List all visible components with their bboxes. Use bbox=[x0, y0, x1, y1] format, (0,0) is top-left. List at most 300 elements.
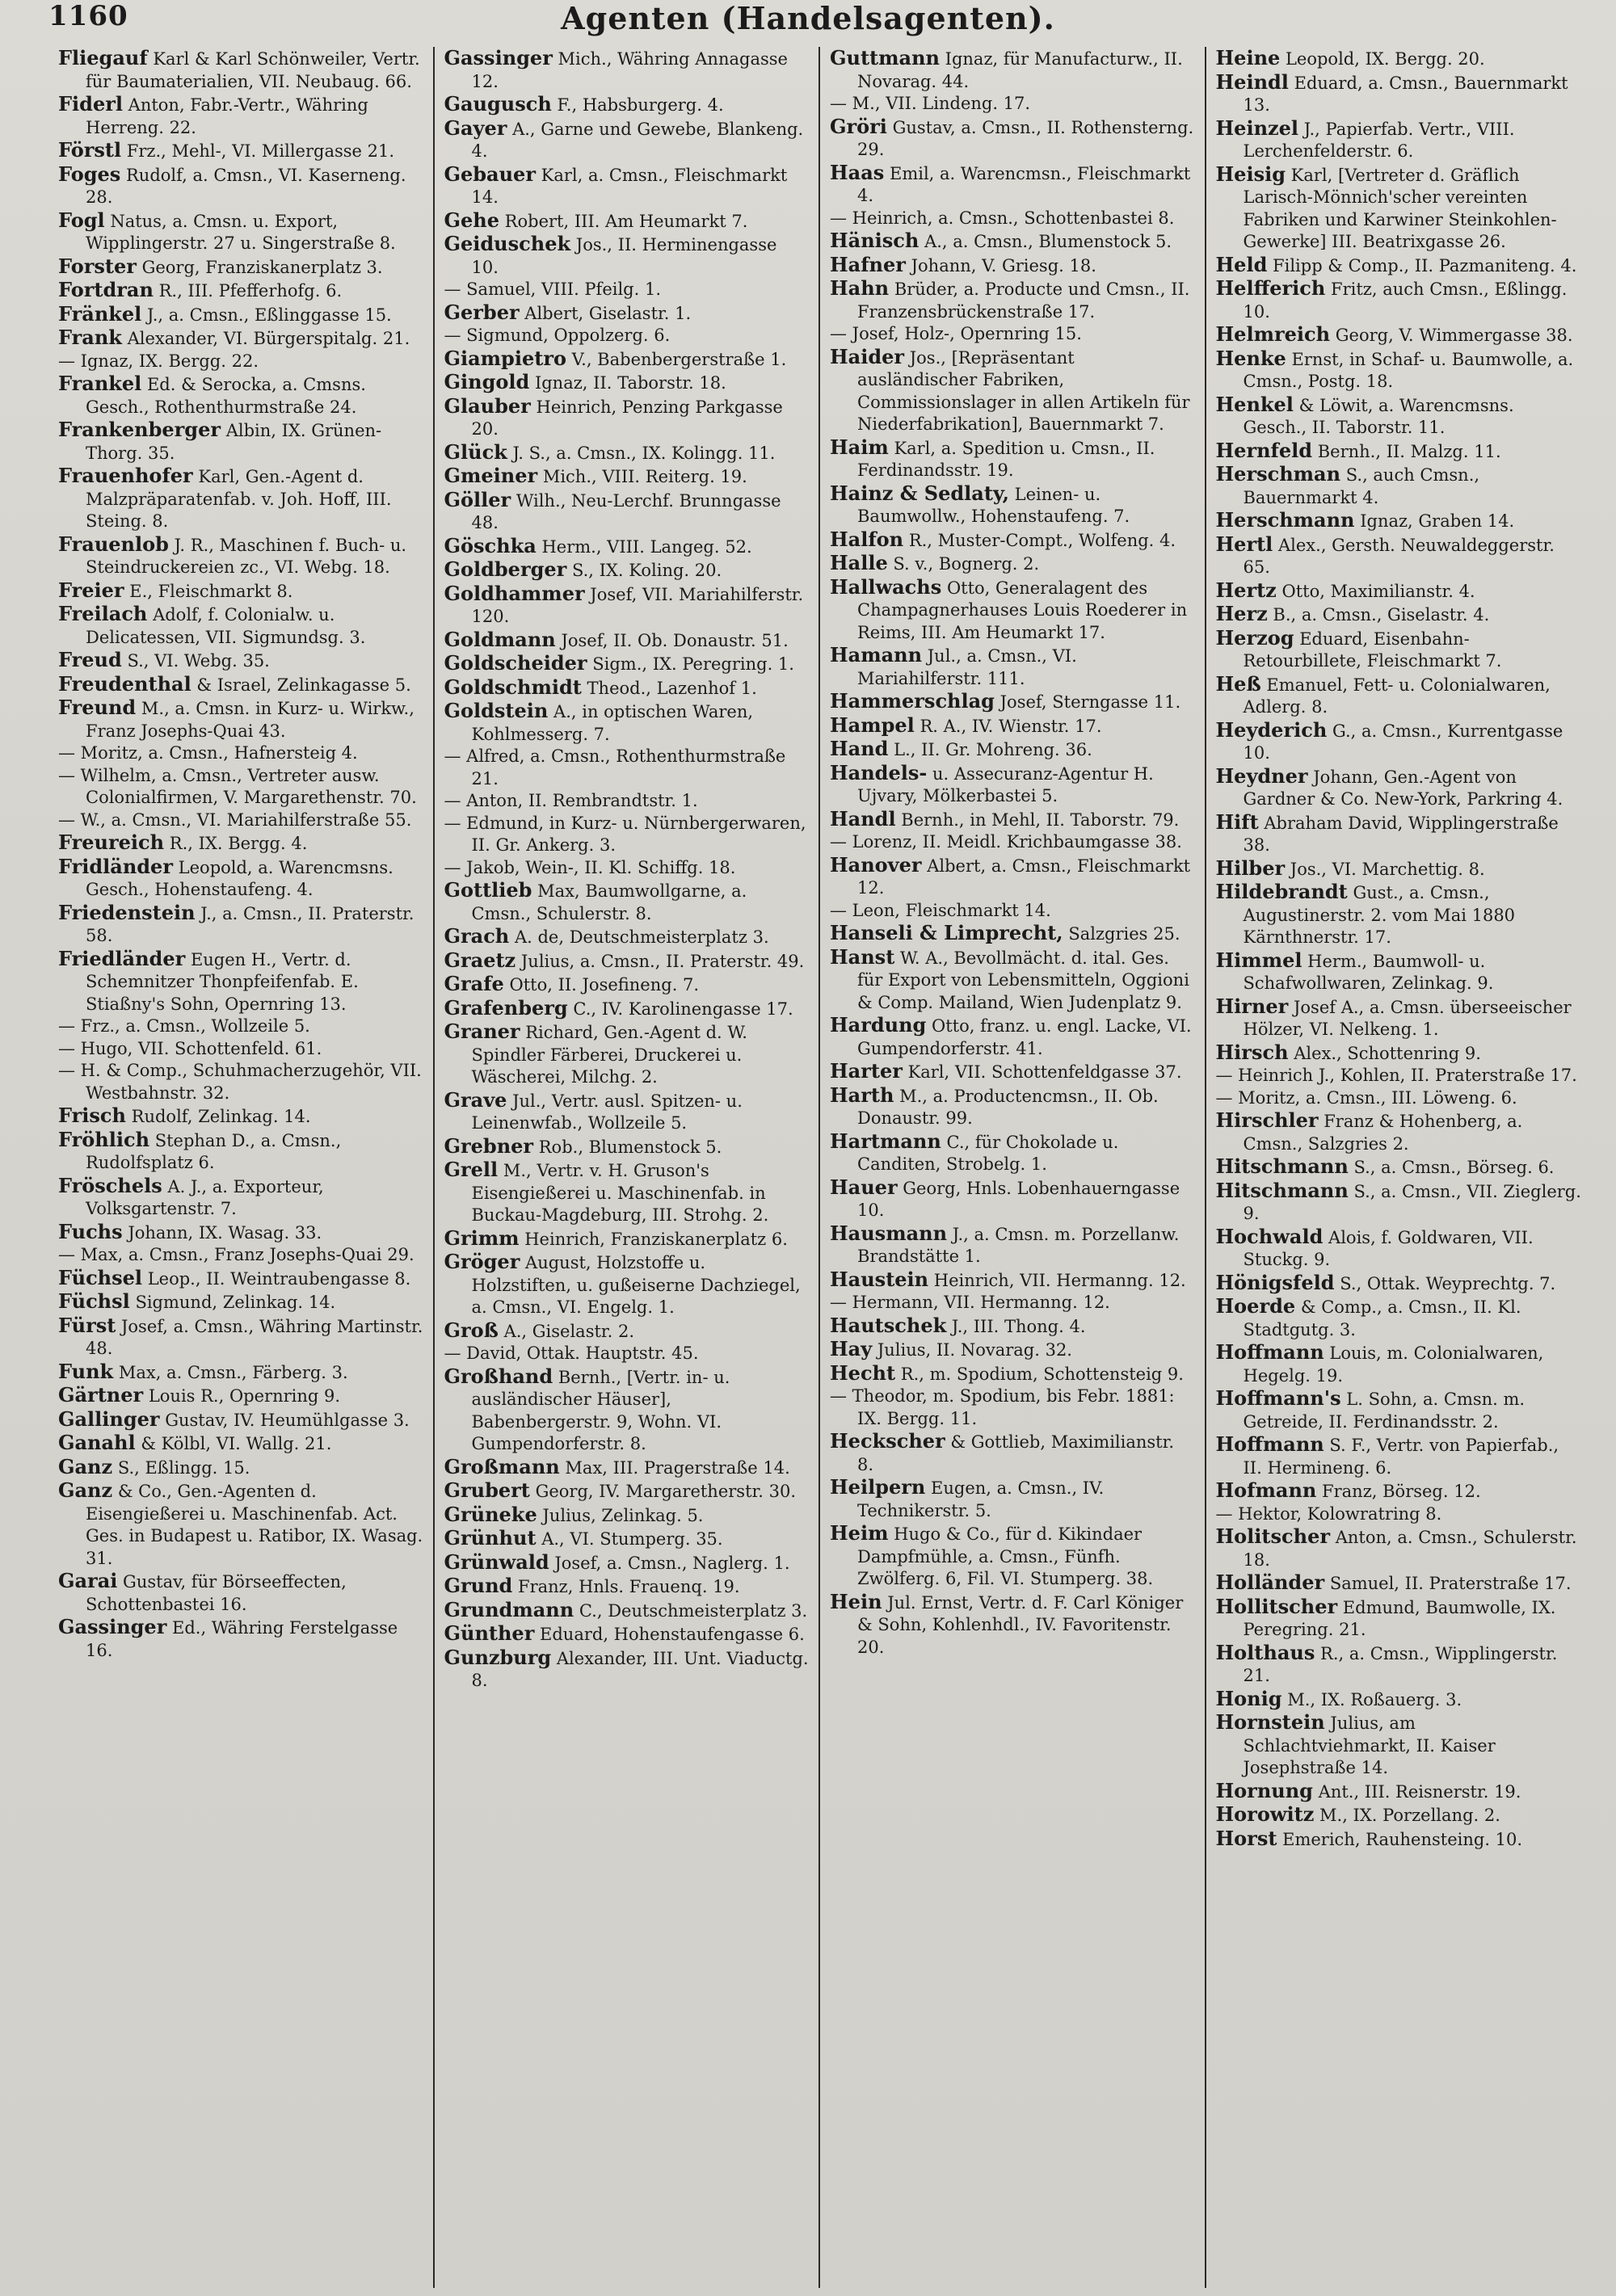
directory-entry bbox=[444, 1227, 810, 1251]
entry-name: Hein bbox=[830, 1589, 882, 1613]
directory-entry bbox=[1216, 1109, 1583, 1155]
entry-name: Graner bbox=[444, 1020, 520, 1043]
entry-text: Emerich, Rauhensteing. 10. bbox=[1282, 1829, 1523, 1849]
entry-text: Alexander, VI. Bürgerspitalg. 21. bbox=[127, 329, 410, 348]
entry-text: L. Sohn, a. Cmsn. m. Getreide, II. Ferdinandsstr. 2. bbox=[1243, 1390, 1526, 1432]
entry-name: Hauer bbox=[830, 1175, 898, 1199]
entry-name: Fiderl bbox=[58, 92, 123, 116]
entry-name: Glück bbox=[444, 439, 507, 464]
directory-entry bbox=[444, 813, 810, 857]
directory-entry bbox=[58, 93, 423, 139]
directory-entry bbox=[830, 93, 1195, 116]
directory-entry bbox=[830, 1314, 1195, 1339]
directory-entry bbox=[444, 347, 810, 372]
directory-entry bbox=[58, 673, 423, 697]
entry-text: J. S., a. Cmsn., IX. Kolingg. 11. bbox=[512, 443, 776, 463]
entry-text: Karl, Gen.-Agent d. Malzpräparatenfab. v. Joh. Hoff, III. Steing. 8. bbox=[86, 467, 392, 531]
entry-text: Georg, Franziskanerplatz 3. bbox=[141, 257, 383, 277]
entry-text: & Löwit, a. Warencmsns. Gesch., II. Taborstr. 11. bbox=[1243, 395, 1514, 437]
directory-entry bbox=[1216, 1596, 1583, 1642]
entry-text: Georg, Hnls. Lobenhauerngasse 10. bbox=[857, 1178, 1180, 1220]
directory-entry bbox=[830, 47, 1195, 93]
entry-text: — Moritz, a. Cmsn., III. Löweng. 6. bbox=[1215, 1087, 1517, 1108]
directory-entry bbox=[444, 93, 810, 117]
entry-name: Freier bbox=[58, 578, 124, 602]
entry-name: Grubert bbox=[444, 1478, 530, 1502]
entry-name: Groß bbox=[444, 1318, 499, 1342]
directory-entry bbox=[444, 997, 810, 1021]
directory-entry bbox=[1216, 1711, 1583, 1780]
entry-name: Frauenlob bbox=[58, 532, 169, 556]
entry-text: R., Muster-Compt., Wolfeng. 4. bbox=[908, 530, 1176, 550]
entry-text: Heinrich, VII. Hermanng. 12. bbox=[933, 1270, 1186, 1290]
entry-text: & Gottlieb, Maximilianstr. 8. bbox=[857, 1432, 1175, 1474]
entry-name: Harter bbox=[830, 1059, 903, 1083]
entry-text: Gustav, IV. Heumühlgasse 3. bbox=[165, 1410, 410, 1430]
directory-entry bbox=[1216, 163, 1583, 254]
entry-text: S. v., Bognerg. 2. bbox=[893, 554, 1040, 574]
entry-text: C., IV. Karolinengasse 17. bbox=[573, 999, 793, 1019]
entry-text: — Heinrich J., Kohlen, II. Praterstraße 17. bbox=[1215, 1066, 1577, 1085]
entry-text: A., Garne und Gewebe, Blankeng. 4. bbox=[471, 119, 804, 161]
entry-name: Hift bbox=[1215, 809, 1259, 834]
directory-entry bbox=[58, 1408, 423, 1432]
entry-name: Grebner bbox=[444, 1133, 534, 1158]
entry-text: Georg, V. Wimmergasse 38. bbox=[1335, 326, 1573, 345]
directory-entry bbox=[444, 1135, 810, 1159]
entry-text: & Comp., a. Cmsn., II. Kl. Stadtgutg. 3. bbox=[1243, 1297, 1521, 1339]
entry-text: Jul., a. Cmsn., VI. Mariahilferstr. 111. bbox=[857, 646, 1077, 688]
entry-name: Friedenstein bbox=[58, 900, 196, 924]
entry-text: Franz & Hohenberg, a. Cmsn., Salzgries 2. bbox=[1243, 1112, 1523, 1154]
entry-name: Gassinger bbox=[444, 47, 553, 69]
directory-entry bbox=[1216, 1272, 1583, 1296]
directory-entry bbox=[444, 535, 810, 559]
directory-entry bbox=[830, 277, 1195, 323]
entry-text: Ant., III. Reisnerstr. 19. bbox=[1318, 1781, 1521, 1802]
column-2 bbox=[435, 47, 821, 2288]
entry-text: L., II. Gr. Mohreng. 36. bbox=[894, 740, 1092, 759]
entry-name: Hoffmann bbox=[1215, 1340, 1324, 1364]
entry-name: Foges bbox=[58, 162, 121, 186]
entry-text: Mich., Währing Annagasse 12. bbox=[471, 49, 788, 91]
entry-text: Bernh., [Vertr. in- u. ausländischer Häuser], Babenbergerstr. 9, Wohn. VI. Gumpendorferstr. 8. bbox=[471, 1367, 730, 1453]
directory-entry bbox=[830, 576, 1195, 645]
directory-entry bbox=[58, 1360, 423, 1385]
entry-text: S., Eßlingg. 15. bbox=[117, 1457, 250, 1478]
directory-entry bbox=[830, 1084, 1195, 1130]
directory-entry bbox=[444, 47, 810, 93]
entry-name: Fürst bbox=[58, 1313, 116, 1337]
directory-entry bbox=[444, 629, 810, 653]
directory-entry bbox=[444, 973, 810, 997]
entry-text: B., a. Cmsn., Giselastr. 4. bbox=[1273, 605, 1490, 624]
entry-text: Rudolf, Zelinkag. 14. bbox=[131, 1107, 311, 1126]
entry-name: Gehe bbox=[444, 208, 499, 232]
entry-text: Jos., II. Herminengasse 10. bbox=[471, 235, 777, 277]
directory-entry bbox=[58, 1175, 423, 1221]
entry-name: Gayer bbox=[444, 116, 507, 140]
directory-entry bbox=[58, 209, 423, 255]
entry-text: Frz., Mehl-, VI. Millergasse 21. bbox=[126, 141, 395, 161]
directory-entry bbox=[1216, 117, 1583, 163]
entry-text: Sigmund, Zelinkag. 14. bbox=[135, 1293, 336, 1312]
entry-text: Alex., Gersth. Neuwaldeggerstr. 65. bbox=[1243, 535, 1555, 577]
entry-name: Guttmann bbox=[830, 47, 940, 69]
entry-text: Julius, am Schlachtviehmarkt, II. Kaiser Josephstraße 14. bbox=[1243, 1714, 1496, 1777]
entry-name: Hahn bbox=[830, 276, 890, 300]
directory-entry bbox=[444, 279, 810, 301]
directory-entry bbox=[444, 1527, 810, 1551]
entry-name: Hochwald bbox=[1215, 1224, 1324, 1248]
directory-entry bbox=[58, 1038, 423, 1061]
entry-text: — Wilhelm, a. Cmsn., Vertreter ausw. Colonialfirmen, V. Margarethenstr. 70. bbox=[58, 765, 417, 807]
entry-text: Abraham David, Wipplingerstraße 38. bbox=[1243, 813, 1559, 855]
entry-name: Hoffmann bbox=[1215, 1432, 1324, 1456]
directory-entry bbox=[58, 579, 423, 603]
entry-text: — Heinrich, a. Cmsn., Schottenbastei 8. bbox=[830, 208, 1175, 228]
directory-entry bbox=[444, 1456, 810, 1480]
entry-name: Hoerde bbox=[1215, 1294, 1296, 1318]
entry-text: R., m. Spodium, Schottensteig 9. bbox=[900, 1364, 1184, 1384]
page-title: Agenten (Handelsagenten). bbox=[561, 0, 1055, 36]
entry-text: Alois, f. Goldwaren, VII. Stuckg. 9. bbox=[1243, 1227, 1534, 1269]
entry-name: Füchsel bbox=[58, 1265, 143, 1289]
entry-text: Eugen, a. Cmsn., IV. Technikerstr. 5. bbox=[857, 1478, 1105, 1520]
entry-name: Hofmann bbox=[1215, 1478, 1317, 1502]
entry-text: Ignaz, für Manufacturw., II. Novarag. 44. bbox=[857, 49, 1183, 91]
entry-text: Sigm., IX. Peregring. 1. bbox=[592, 654, 794, 674]
entry-text: S., a. Cmsn., VII. Zieglerg. 9. bbox=[1243, 1181, 1581, 1223]
directory-entry bbox=[58, 1060, 423, 1104]
entry-name: Grüneke bbox=[444, 1502, 537, 1526]
entry-text: — Theodor, m. Spodium, bis Febr. 1881: IX. Bergg. 11. bbox=[830, 1386, 1175, 1428]
directory-entry bbox=[444, 489, 810, 535]
directory-entry bbox=[1216, 857, 1583, 881]
entry-name: Halle bbox=[830, 551, 888, 574]
entry-name: Grünwald bbox=[444, 1550, 549, 1574]
entry-name: Henke bbox=[1215, 346, 1286, 370]
entry-name: Heinzel bbox=[1215, 116, 1299, 140]
entry-text: Karl, [Vertreter d. Gräflich Larisch-Mönnich'scher vereinten Fabriken und Karwiner Steinkohlen-Gewerke] III. Beatrixgasse 26. bbox=[1243, 165, 1557, 251]
directory-entry bbox=[1216, 1180, 1583, 1226]
directory-entry bbox=[1216, 603, 1583, 627]
directory-entry bbox=[444, 1503, 810, 1528]
entry-name: Halfon bbox=[830, 527, 904, 551]
entry-text: Leinen- u. Baumwollw., Hohenstaufeng. 7. bbox=[857, 484, 1130, 526]
entry-text: & Israel, Zelinkagasse 5. bbox=[196, 675, 411, 695]
entry-text: & Kölbl, VI. Wallg. 21. bbox=[141, 1434, 332, 1453]
entry-text: J., III. Thong. 4. bbox=[951, 1316, 1086, 1336]
entry-name: Hallwachs bbox=[830, 574, 942, 599]
directory-entry bbox=[444, 1251, 810, 1319]
entry-name: Herzog bbox=[1215, 625, 1294, 650]
entry-text: A., VI. Stumperg. 35. bbox=[541, 1529, 723, 1549]
entry-name: Fogl bbox=[58, 208, 105, 232]
entry-text: S., a. Cmsn., Börseg. 6. bbox=[1353, 1158, 1555, 1177]
directory-entry bbox=[58, 1384, 423, 1408]
entry-text: Jul. Ernst, Vertr. d. F. Carl Königer & Sohn, Kohlenhdl., IV. Favoritenstr. 20. bbox=[857, 1592, 1184, 1657]
entry-name: Hertz bbox=[1215, 578, 1277, 602]
entry-text: Edmund, Baumwolle, IX. Peregring. 21. bbox=[1243, 1597, 1556, 1639]
entry-text: — Hektor, Kolowratring 8. bbox=[1215, 1503, 1442, 1524]
entry-name: Hamann bbox=[830, 643, 923, 667]
entry-name: Helfferich bbox=[1215, 276, 1326, 300]
entry-text: V., Babenbergerstraße 1. bbox=[571, 349, 787, 369]
entry-text: Emil, a. Warencmsn., Fleischmarkt 4. bbox=[857, 163, 1191, 205]
directory-entry bbox=[830, 1591, 1195, 1659]
directory-entry bbox=[58, 47, 423, 93]
directory-entry bbox=[58, 1479, 423, 1570]
entry-name: Garai bbox=[58, 1569, 118, 1592]
directory-entry bbox=[1216, 71, 1583, 117]
directory-entry bbox=[830, 208, 1195, 230]
directory-entry bbox=[830, 854, 1195, 900]
entry-name: Heckscher bbox=[830, 1429, 945, 1453]
entry-name: Freureich bbox=[58, 831, 165, 854]
entry-text: J., a. Cmsn. m. Porzellanw. Brandstätte 1. bbox=[857, 1224, 1180, 1266]
entry-text: S. F., Vertr. von Papierfab., II. Hermineng. 6. bbox=[1243, 1436, 1559, 1478]
entry-name: Fortdran bbox=[58, 278, 154, 301]
entry-name: Hafner bbox=[830, 252, 906, 276]
entry-name: Hönigsfeld bbox=[1215, 1270, 1335, 1294]
entry-name: Fröschels bbox=[58, 1173, 162, 1197]
directory-entry bbox=[830, 1476, 1195, 1522]
entry-name: Goldmann bbox=[444, 627, 556, 651]
entry-name: Haustein bbox=[830, 1267, 929, 1291]
entry-name: Haim bbox=[830, 435, 889, 459]
directory-entry bbox=[444, 879, 810, 925]
entry-text: Ernst, in Schaf- u. Baumwolle, a. Cmsn., Postg. 18. bbox=[1243, 349, 1574, 391]
directory-entry bbox=[58, 856, 423, 902]
entry-text: Rob., Blumenstock 5. bbox=[538, 1137, 722, 1157]
entry-name: Hornstein bbox=[1215, 1710, 1325, 1734]
entry-name: Hirner bbox=[1215, 994, 1289, 1018]
directory-entry bbox=[830, 254, 1195, 278]
entry-text: Julius, II. Novarag. 32. bbox=[877, 1340, 1072, 1360]
directory-entry bbox=[58, 649, 423, 673]
entry-text: G., a. Cmsn., Kurrentgasse 10. bbox=[1243, 721, 1563, 763]
directory-entry bbox=[830, 922, 1195, 946]
directory-entry bbox=[58, 163, 423, 209]
entry-text: J. R., Maschinen f. Buch- u. Steindruckereien zc., VI. Webg. 18. bbox=[86, 535, 407, 577]
entry-text: Jos., [Repräsentant ausländischer Fabriken, Commissionslager in allen Artikeln für Niederfabrikation], Bauernmarkt 7. bbox=[857, 347, 1190, 434]
directory-entry bbox=[444, 1089, 810, 1135]
page-header bbox=[0, 0, 1616, 37]
directory-entry bbox=[444, 790, 810, 813]
entry-text: Heinrich, Franziskanerplatz 6. bbox=[524, 1229, 788, 1249]
directory-entry bbox=[58, 1314, 423, 1360]
directory-entry bbox=[444, 301, 810, 326]
entry-text: Josef A., a. Cmsn. überseeischer Hölzer, VI. Nelkeng. 1. bbox=[1243, 997, 1572, 1039]
entry-name: Heisig bbox=[1215, 162, 1286, 186]
entry-text: Max, Baumwollgarne, a. Cmsn., Schulerstr. 8. bbox=[471, 881, 747, 923]
entry-name: Gmeiner bbox=[444, 464, 538, 487]
entry-name: Herschman bbox=[1215, 462, 1341, 486]
directory-entry bbox=[444, 746, 810, 790]
entry-name: Grundmann bbox=[444, 1597, 574, 1621]
entry-text: Mich., VIII. Reiterg. 19. bbox=[542, 467, 747, 486]
entry-name: Forster bbox=[58, 254, 137, 278]
entry-name: Fuchs bbox=[58, 1219, 123, 1243]
entry-name: Hoffmann's bbox=[1215, 1386, 1341, 1410]
directory-entry bbox=[1216, 277, 1583, 323]
directory-entry bbox=[444, 325, 810, 347]
entry-name: Funk bbox=[58, 1359, 114, 1383]
directory-entry bbox=[444, 1575, 810, 1599]
entry-name: Horowitz bbox=[1215, 1802, 1315, 1826]
directory-entry bbox=[58, 948, 423, 1016]
directory-entry bbox=[1216, 1341, 1583, 1387]
entry-text: — H. & Comp., Schuhmacherzugehör, VII. Westbahnstr. 32. bbox=[58, 1061, 422, 1103]
entry-text: — Sigmund, Oppolzerg. 6. bbox=[444, 326, 671, 345]
entry-name: Grund bbox=[444, 1574, 513, 1597]
entry-name: Goldscheider bbox=[444, 651, 587, 675]
entry-name: Ganz bbox=[58, 1478, 113, 1502]
entry-text: Jul., Vertr. ausl. Spitzen- u. Leinenwfab., Wollzeile 5. bbox=[471, 1091, 743, 1133]
directory-entry bbox=[444, 117, 810, 163]
directory-entry bbox=[444, 1343, 810, 1365]
directory-entry bbox=[1216, 509, 1583, 533]
entry-name: Hornung bbox=[1215, 1778, 1313, 1802]
entry-text: Eugen H., Vertr. d. Schemnitzer Thonpfeifenfab. E. Stiaßny's Sohn, Opernring 13. bbox=[86, 949, 359, 1014]
entry-name: Hampel bbox=[830, 713, 915, 737]
entry-text: Louis, m. Colonialwaren, Hegelg. 19. bbox=[1243, 1344, 1544, 1386]
entry-text: Julius, Zelinkag. 5. bbox=[542, 1505, 704, 1525]
directory-entry bbox=[1216, 323, 1583, 347]
entry-name: Fränkel bbox=[58, 301, 142, 326]
directory-entry bbox=[444, 1551, 810, 1575]
directory-entry bbox=[444, 558, 810, 582]
entry-name: Großmann bbox=[444, 1454, 560, 1478]
entry-name: Hollitscher bbox=[1215, 1594, 1338, 1618]
entry-text: Stephan D., a. Cmsn., Rudolfsplatz 6. bbox=[86, 1130, 342, 1172]
directory-entry bbox=[1216, 1295, 1583, 1341]
entry-text: S., Ottak. Weyprechtg. 7. bbox=[1340, 1273, 1556, 1293]
entry-name: Hausmann bbox=[830, 1221, 948, 1245]
entry-text: J., Papierfab. Vertr., VIII. Lerchenfelderstr. 6. bbox=[1243, 119, 1515, 161]
entry-text: Filipp & Comp., II. Pazmaniteng. 4. bbox=[1273, 255, 1577, 275]
directory-entry bbox=[58, 533, 423, 579]
directory-entry bbox=[58, 1244, 423, 1267]
directory-entry bbox=[444, 582, 810, 629]
directory-entry bbox=[830, 436, 1195, 482]
entry-name: Freilach bbox=[58, 602, 148, 625]
entry-text: R., III. Pfefferhofg. 6. bbox=[158, 281, 343, 301]
entry-name: Heim bbox=[830, 1521, 889, 1545]
entry-text: A., a. Cmsn., Blumenstock 5. bbox=[924, 232, 1172, 251]
directory-entry bbox=[444, 209, 810, 233]
directory-entry bbox=[444, 676, 810, 700]
entry-text: — Ignaz, IX. Bergg. 22. bbox=[58, 351, 259, 371]
entry-name: Fliegauf bbox=[58, 47, 148, 69]
entry-name: Frankel bbox=[58, 372, 142, 395]
entry-name: Giampietro bbox=[444, 346, 566, 370]
entry-name: Freund bbox=[58, 696, 137, 719]
entry-text: Bernh., II. Malzg. 11. bbox=[1317, 441, 1501, 461]
entry-name: Hand bbox=[830, 737, 889, 760]
entry-name: Grünhut bbox=[444, 1526, 537, 1550]
directory-entry bbox=[1216, 949, 1583, 995]
entry-name: Hitschmann bbox=[1215, 1154, 1349, 1178]
entry-text: S., IX. Koling. 20. bbox=[571, 561, 722, 580]
entry-text: — Lorenz, II. Meidl. Krichbaumgasse 38. bbox=[830, 832, 1182, 852]
directory-entry bbox=[58, 603, 423, 649]
entry-name: Handl bbox=[830, 806, 896, 831]
entry-name: Glauber bbox=[444, 393, 531, 418]
directory-entry bbox=[1216, 719, 1583, 765]
entry-name: Harth bbox=[830, 1083, 894, 1107]
directory-entry bbox=[1216, 765, 1583, 811]
directory-entry bbox=[444, 1365, 810, 1456]
entry-name: Frauenhofer bbox=[58, 464, 193, 487]
entry-name: Ganahl bbox=[58, 1431, 136, 1454]
entry-text: C., für Chokolade u. Canditen, Strobelg. 1. bbox=[857, 1132, 1119, 1174]
directory-entry bbox=[1216, 1803, 1583, 1827]
entry-text: Otto, Maximilianstr. 4. bbox=[1281, 581, 1475, 601]
directory-entry bbox=[58, 303, 423, 327]
directory-entry bbox=[444, 857, 810, 880]
entry-text: Hugo & Co., für d. Kikindaer Dampfmühle, a. Cmsn., Fünfh. Zwölferg. 6, Fil. VI. Stumperg. 38. bbox=[857, 1524, 1154, 1588]
entry-name: Holitscher bbox=[1215, 1524, 1330, 1548]
directory-entry bbox=[1216, 995, 1583, 1041]
entry-text: M., a. Productencmsn., II. Ob. Donaustr. 99. bbox=[857, 1086, 1159, 1128]
directory-entry bbox=[830, 1362, 1195, 1386]
entry-text: Emanuel, Fett- u. Colonialwaren, Adlerg. 8. bbox=[1243, 675, 1551, 717]
entry-name: Gröger bbox=[444, 1250, 520, 1273]
entry-name: Honig bbox=[1215, 1686, 1282, 1710]
entry-text: — Hermann, VII. Hermanng. 12. bbox=[830, 1293, 1110, 1312]
directory-entry bbox=[1216, 1479, 1583, 1503]
entry-text: Johann, V. Griesg. 18. bbox=[911, 255, 1096, 275]
entry-name: Goldberger bbox=[444, 557, 567, 581]
directory-entry bbox=[830, 1060, 1195, 1084]
entry-name: Gebauer bbox=[444, 162, 536, 186]
entry-text: Gustav, a. Cmsn., II. Rothensterng. 29. bbox=[857, 117, 1194, 159]
entry-text: u. Assecuranz-Agentur H. Ujvary, Mölkerbastei 5. bbox=[857, 763, 1154, 805]
entry-name: Freudenthal bbox=[58, 671, 191, 696]
entry-name: Heilpern bbox=[830, 1475, 926, 1499]
entry-text: Herm., VIII. Langeg. 52. bbox=[541, 536, 752, 557]
entry-text: Louis R., Opernring 9. bbox=[148, 1386, 341, 1406]
directory-entry bbox=[830, 831, 1195, 854]
directory-entry bbox=[1216, 1433, 1583, 1479]
directory-entry bbox=[444, 1646, 810, 1693]
entry-text: Eduard, a. Cmsn., Bauernmarkt 13. bbox=[1243, 73, 1568, 115]
entry-name: Hautschek bbox=[830, 1313, 947, 1337]
entry-text: Ignaz, II. Taborstr. 18. bbox=[534, 373, 726, 393]
entry-name: Goldstein bbox=[444, 699, 549, 722]
entry-text: Anton, a. Cmsn., Schulerstr. 18. bbox=[1243, 1528, 1577, 1570]
directory-entry bbox=[444, 652, 810, 676]
directory-entry bbox=[1216, 1226, 1583, 1272]
entry-text: Ed., Währing Ferstelgasse 16. bbox=[86, 1618, 398, 1660]
entry-text: Max, a. Cmsn., Färberg. 3. bbox=[118, 1362, 348, 1382]
entry-text: Josef, II. Ob. Donaustr. 51. bbox=[561, 630, 789, 650]
entry-text: Albert, Giselastr. 1. bbox=[524, 303, 692, 323]
entry-text: M., a. Cmsn. in Kurz- u. Wirkw., Franz Josephs-Quai 43. bbox=[86, 699, 415, 741]
entry-name: Füchsl bbox=[58, 1289, 130, 1313]
entry-text: A., Giselastr. 2. bbox=[503, 1321, 635, 1341]
directory-entry bbox=[830, 323, 1195, 346]
entry-name: Hartmann bbox=[830, 1129, 941, 1153]
entry-text: A., in optischen Waren, Kohlmesserg. 7. bbox=[471, 702, 754, 744]
directory-entry bbox=[830, 690, 1195, 714]
entry-name: Frisch bbox=[58, 1104, 126, 1127]
column-3 bbox=[820, 47, 1206, 2288]
entry-text: R. A., IV. Wienstr. 17. bbox=[920, 716, 1102, 736]
entry-name: Großhand bbox=[444, 1364, 553, 1388]
